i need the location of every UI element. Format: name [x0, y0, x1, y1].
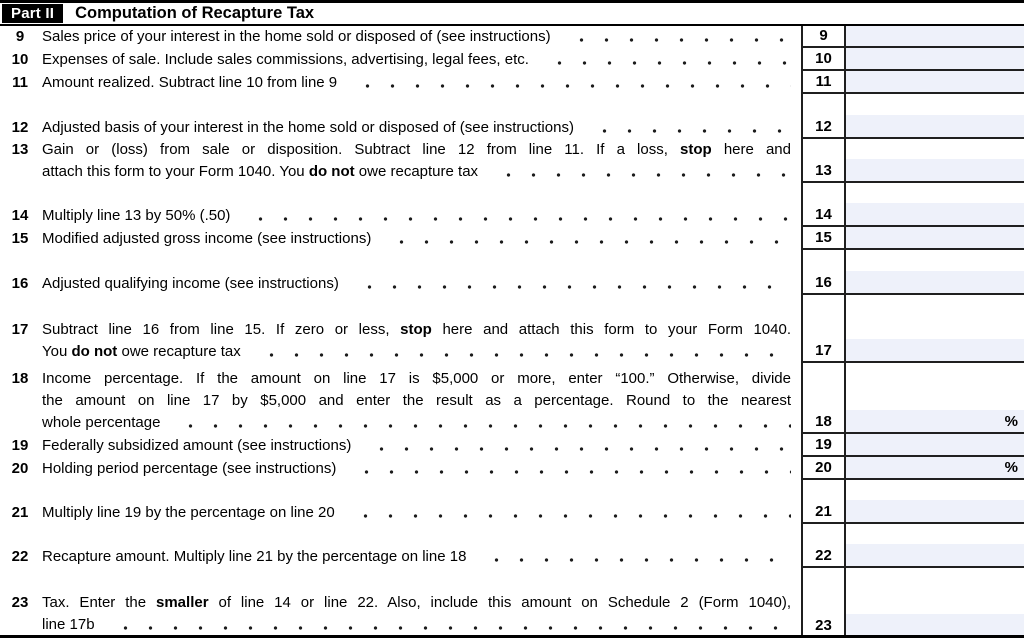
- description-text-line: Tax. Enter the smaller of line 14 or line 22. Also, include this amount on Schedule 2 (Form 1040),: [42, 594, 791, 611]
- entry-row-right: [801, 139, 1024, 183]
- line-number: 22: [11, 548, 29, 565]
- description-text-line: Modified adjusted gross income (see instructions): [42, 228, 791, 250]
- entry-field-line-13[interactable]: [846, 159, 1024, 181]
- entry-line-number-box: 16: [801, 250, 846, 293]
- line-number: 13: [11, 141, 29, 158]
- line-description: [0, 457, 801, 480]
- entry-line-number-box: 19: [801, 434, 846, 455]
- entry-row-right: [801, 94, 1024, 139]
- entry-row-right: [801, 48, 1024, 71]
- entry-row-right: [801, 183, 1024, 227]
- part-title: Computation of Recapture Tax: [75, 4, 315, 22]
- line-description: [0, 94, 801, 139]
- dot-leader: [349, 72, 791, 94]
- entry-field-line-18[interactable]: [846, 410, 1024, 432]
- entry-field-line-14[interactable]: [846, 203, 1024, 225]
- entry-field-line-23[interactable]: [846, 614, 1024, 636]
- line-number: 20: [11, 460, 29, 477]
- entry-line-number-box: 10: [801, 48, 846, 69]
- line-number: 9: [15, 28, 25, 45]
- entry-row-right: [801, 26, 1024, 48]
- description-text-line: Multiply line 19 by the percentage on line 20: [42, 502, 791, 524]
- line-item-17: [0, 295, 1024, 363]
- dot-leader: [363, 435, 791, 457]
- entry-line-number-box: 11: [801, 71, 846, 92]
- description-text-line: Adjusted basis of your interest in the home sold or disposed of (see instructions): [42, 117, 791, 139]
- entry-field-line-17[interactable]: [846, 339, 1024, 361]
- entry-line-number-box: 12: [801, 94, 846, 137]
- line-item-22: [0, 524, 1024, 568]
- line-description: [0, 250, 801, 295]
- part-header: [0, 3, 1024, 26]
- line-item-21: [0, 480, 1024, 524]
- description-text-line: Adjusted qualifying income (see instructions): [42, 273, 791, 295]
- dot-leader: [348, 458, 791, 480]
- entry-line-number-box: 15: [801, 227, 846, 248]
- line-description: [0, 295, 801, 363]
- dot-leader: [478, 546, 791, 568]
- entry-field-line-16[interactable]: [846, 271, 1024, 293]
- dot-leader: [242, 205, 791, 227]
- dot-leader: [172, 412, 791, 434]
- line-number: 12: [11, 119, 29, 136]
- line-description: [0, 434, 801, 457]
- line-number: 17: [11, 321, 29, 338]
- description-text-line: line 17b: [42, 614, 791, 636]
- entry-line-number-box: 14: [801, 183, 846, 225]
- description-text-line: whole percentage: [42, 412, 791, 434]
- line-item-12: [0, 94, 1024, 139]
- entry-field-line-15[interactable]: [846, 227, 1024, 248]
- description-text-line: Federally subsidized amount (see instructions): [42, 435, 791, 457]
- line-number: 16: [11, 275, 29, 292]
- line-item-9: [0, 26, 1024, 48]
- entry-line-number-box: 20: [801, 457, 846, 478]
- entry-line-number-box: 21: [801, 480, 846, 522]
- line-item-10: [0, 48, 1024, 71]
- line-description: [0, 26, 801, 48]
- line-item-14: [0, 183, 1024, 227]
- line-item-18: [0, 363, 1024, 434]
- line-number: 10: [11, 51, 29, 68]
- entry-cell: [846, 48, 1024, 69]
- dot-leader: [586, 117, 791, 139]
- description-text-line: Recapture amount. Multiply line 21 by the percentage on line 18: [42, 546, 791, 568]
- line-item-11: [0, 71, 1024, 94]
- entry-cell: [846, 71, 1024, 92]
- entry-cell: [846, 227, 1024, 248]
- description-text-line: Gain or (loss) from sale or disposition. Subtract line 12 from line 11. If a loss, stop here and: [42, 141, 791, 158]
- entry-field-line-10[interactable]: [846, 48, 1024, 69]
- entry-cell: [846, 457, 1024, 478]
- entry-line-number-box: 17: [801, 295, 846, 361]
- description-text-line: Holding period percentage (see instructions): [42, 458, 791, 480]
- entry-field-line-11[interactable]: [846, 71, 1024, 92]
- description-text-line: Expenses of sale. Include sales commissions, advertising, legal fees, etc.: [42, 49, 791, 71]
- entry-row-right: [801, 524, 1024, 568]
- entry-field-line-19[interactable]: [846, 434, 1024, 455]
- entry-line-number-box: 9: [801, 26, 846, 46]
- dot-leader: [541, 49, 791, 71]
- description-text-line: Amount realized. Subtract line 10 from line 9: [42, 72, 791, 94]
- entry-row-right: [801, 71, 1024, 94]
- dot-leader: [490, 161, 791, 183]
- entry-cell: [846, 26, 1024, 46]
- description-text-line: Income percentage. If the amount on line 17 is $5,000 or more, enter “100.” Otherwise, divide: [42, 370, 791, 387]
- line-description: [0, 227, 801, 250]
- line-number: 11: [12, 74, 28, 91]
- line-description: [0, 524, 801, 568]
- entry-row-right: [801, 434, 1024, 457]
- entry-line-number-box: 23: [801, 568, 846, 636]
- entry-field-line-21[interactable]: [846, 500, 1024, 522]
- line-description: [0, 568, 801, 636]
- entry-field-line-9[interactable]: [846, 26, 1024, 46]
- line-item-15: [0, 227, 1024, 250]
- entry-line-number-box: 22: [801, 524, 846, 566]
- line-number: 15: [11, 230, 29, 247]
- entry-row-right: [801, 480, 1024, 524]
- entry-cell: [846, 250, 1024, 293]
- line-number: 18: [11, 370, 29, 387]
- dot-leader: [563, 26, 791, 48]
- line-item-16: [0, 250, 1024, 295]
- entry-cell: [846, 183, 1024, 225]
- dot-leader: [347, 502, 791, 524]
- line-number: 21: [11, 504, 29, 521]
- entry-row-right: [801, 295, 1024, 363]
- line-number: 14: [11, 207, 29, 224]
- entry-line-number-box: 18: [801, 363, 846, 432]
- line-description: [0, 480, 801, 524]
- dot-leader: [383, 228, 791, 250]
- dot-leader: [253, 341, 791, 363]
- part-label-tab: Part II: [2, 4, 63, 23]
- form-rows: [0, 26, 1024, 636]
- description-text-line: Sales price of your interest in the home sold or disposed of (see instructions): [42, 26, 791, 48]
- entry-cell: [846, 363, 1024, 432]
- entry-cell: [846, 480, 1024, 522]
- line-number: 19: [11, 437, 29, 454]
- line-item-13: [0, 139, 1024, 183]
- entry-cell: [846, 295, 1024, 361]
- entry-row-right: [801, 227, 1024, 250]
- line-item-19: [0, 434, 1024, 457]
- entry-field-line-22[interactable]: [846, 544, 1024, 566]
- line-description: [0, 363, 801, 434]
- entry-cell: [846, 568, 1024, 636]
- entry-cell: [846, 94, 1024, 137]
- percent-sign: %: [1004, 458, 1018, 476]
- line-description: [0, 139, 801, 183]
- entry-field-line-12[interactable]: [846, 115, 1024, 137]
- line-item-23: [0, 568, 1024, 636]
- entry-cell: [846, 139, 1024, 181]
- percent-sign: %: [1004, 412, 1018, 430]
- entry-row-right: [801, 568, 1024, 636]
- line-description: [0, 48, 801, 71]
- entry-row-right: [801, 363, 1024, 434]
- line-description: [0, 71, 801, 94]
- dot-leader: [351, 273, 791, 295]
- description-text-line: Subtract line 16 from line 15. If zero or less, stop here and attach this form to your Form 1040.: [42, 321, 791, 338]
- line-number: 23: [11, 594, 29, 611]
- dot-leader: [107, 614, 791, 636]
- entry-cell: [846, 434, 1024, 455]
- line-description: [0, 183, 801, 227]
- description-text-line: attach this form to your Form 1040. You do not owe recapture tax: [42, 161, 791, 183]
- entry-row-right: [801, 250, 1024, 295]
- entry-cell: [846, 524, 1024, 566]
- line-item-20: [0, 457, 1024, 480]
- description-text-line: the amount on line 17 by $5,000 and enter the result as a percentage. Round to the nearest: [42, 392, 791, 409]
- entry-line-number-box: 13: [801, 139, 846, 181]
- description-text-line: Multiply line 13 by 50% (.50): [42, 205, 791, 227]
- entry-row-right: [801, 457, 1024, 480]
- description-text-line: You do not owe recapture tax: [42, 341, 791, 363]
- entry-field-line-20[interactable]: [846, 457, 1024, 478]
